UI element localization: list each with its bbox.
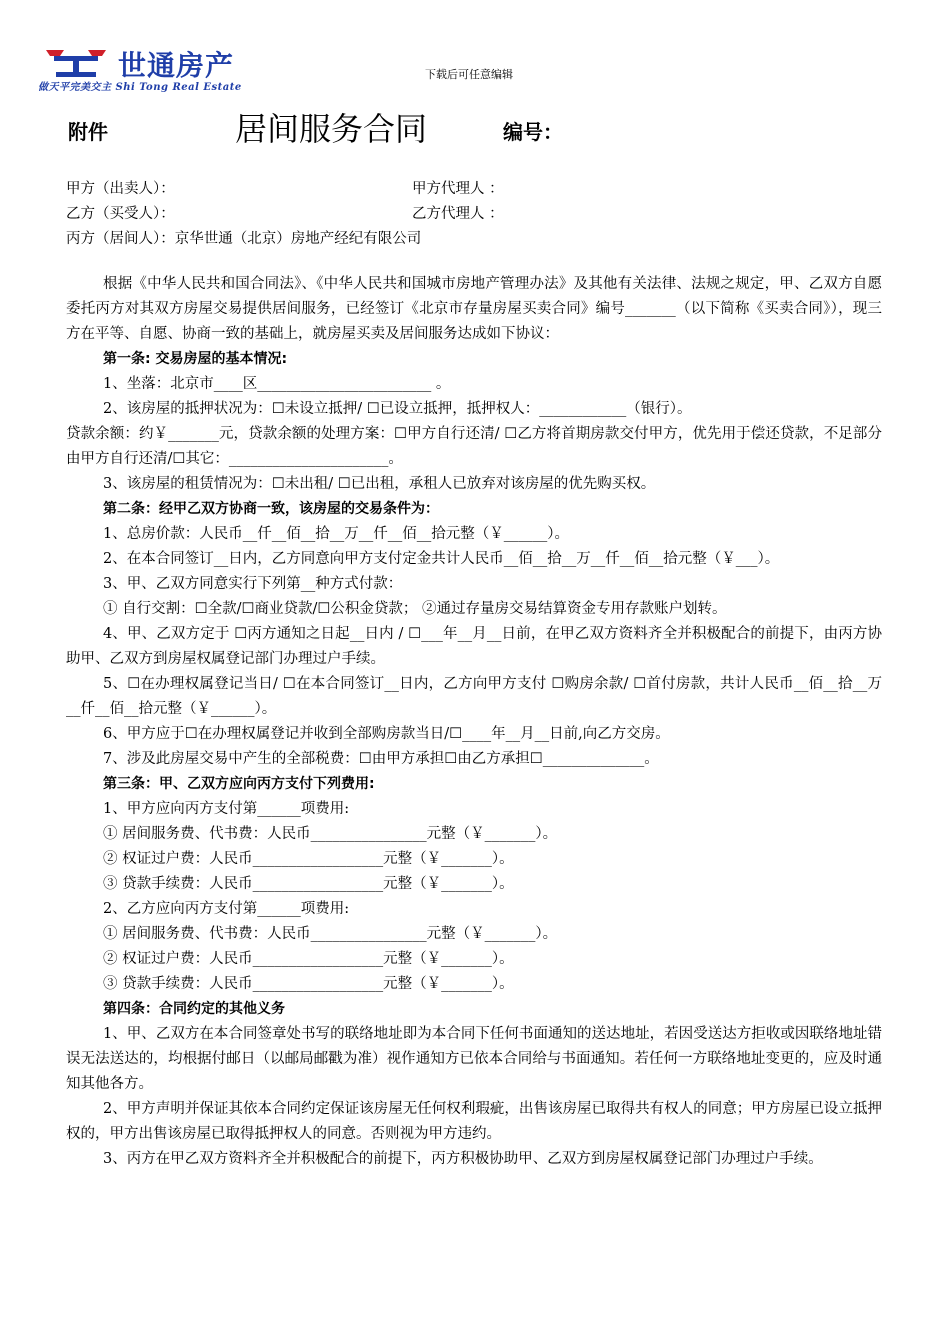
clause-1-2-loan: 贷款余额：约￥_______元，贷款余额的处理方案：☐甲方自行还清/ ☐乙方将首期房款交付甲方，优先用于偿还贷款，不足部分由甲方自行还清/☐其它：______________________。 — [66, 426, 882, 467]
clause-1-1: 1、坐落：北京市____区________________________ 。 — [103, 376, 451, 392]
page-title: 居间服务合同 — [235, 110, 428, 148]
logo-text: 世通房产 — [118, 49, 235, 82]
attachment-label: 附件 — [68, 120, 108, 144]
clause-2-6: 6、甲方应于☐在办理权属登记并收到全部购房款当日/☐____年__月__日前,向乙方交房。 — [103, 726, 670, 742]
party-b-label: 乙方（买受人）： — [66, 206, 175, 222]
download-note: 下载后可任意编辑 — [425, 68, 513, 81]
article-2-heading: 第二条：经甲乙双方协商一致，该房屋的交易条件为： — [103, 501, 439, 517]
clause-3-2: 2、乙方应向丙方支付第______项费用: — [103, 901, 350, 917]
fee-a-transfer: ② 权证过户费：人民币__________________元整（￥_______）。 — [103, 851, 514, 867]
party-b-agent-label: 乙方代理人 ： — [412, 206, 504, 222]
clause-4-2: 2、甲方声明并保证其依本合同约定保证该房屋无任何权利瑕疵，出售该房屋已取得共有权人的同意；甲方房屋已设立抵押权的，甲方出售该房屋已取得抵押权人的同意。否则视为甲方违约。 — [66, 1101, 882, 1142]
company-logo — [36, 44, 286, 96]
clause-4-3: 3、丙方在甲乙双方资料齐全并积极配合的前提下，丙方积极协助甲、乙双方到房屋权属登记部门办理过户手续。 — [103, 1151, 823, 1167]
clause-4-1: 1、甲、乙双方在本合同签章处书写的联络地址即为本合同下任何书面通知的送达地址，若因受送达方拒收或因联络地址错误无法送达的，均根据付邮日（以邮局邮戳为准）视作通知方已依本合同给与书面通知。若任何一方联络地址变更的，应及时通知其他各方。 — [66, 1026, 882, 1092]
clause-2-5: 5、☐在办理权属登记当日/ ☐在本合同签订__日内，乙方向甲方支付 ☐购房余款/ ☐首付房款，共计人民币__佰__拾__万__仟__佰__拾元整（￥______）。 — [66, 676, 882, 717]
clause-2-2: 2、在本合同签订__日内，乙方同意向甲方支付定金共计人民币__佰__拾__万__仟__佰__拾元整（￥___）。 — [103, 551, 780, 567]
contract-body — [66, 272, 882, 1172]
logo-slogan: 做天平完美交主 Shi Tong Real Estate — [38, 82, 242, 93]
article-1-heading: 第一条: 交易房屋的基本情况: — [103, 351, 288, 367]
article-3-heading: 第三条：甲、乙双方应向丙方支付下列费用: — [103, 776, 375, 792]
clause-3-1: 1、甲方应向丙方支付第______项费用: — [103, 801, 350, 817]
fee-b-loan: ③ 贷款手续费：人民币__________________元整（￥_______）。 — [103, 976, 514, 992]
logo-emblem-icon — [42, 44, 122, 80]
party-c-label: 丙方（居间人）：京华世通（北京）房地产经纪有限公司 — [66, 231, 422, 247]
fee-b-service: ① 居间服务费、代书费：人民币________________元整（￥_______）。 — [103, 926, 558, 942]
clause-2-4: 4、甲、乙双方定于 ☐丙方通知之日起__日内 / ☐___年__月__日前，在甲乙双方资料齐全并积极配合的前提下，由丙方协助甲、乙双方到房屋权属登记部门办理过户手续。 — [66, 626, 882, 667]
fee-a-loan: ③ 贷款手续费：人民币__________________元整（￥_______）。 — [103, 876, 514, 892]
party-a-agent-label: 甲方代理人 ： — [412, 181, 504, 197]
article-4-heading: 第四条：合同约定的其他义务 — [103, 1001, 285, 1017]
clause-2-3: 3、甲、乙双方同意实行下列第__种方式付款： — [103, 576, 403, 592]
clause-1-2: 2、该房屋的抵押状况为：☐未设立抵押/ ☐已设立抵押，抵押权人：____________（银行）。 — [103, 401, 692, 417]
party-a-label: 甲方（出卖人）： — [66, 181, 175, 197]
clause-2-1: 1、总房价款：人民币__仟__佰__拾__万__仟__佰__拾元整（￥______）。 — [103, 526, 569, 542]
preamble: 根据《中华人民共和国合同法》、《中华人民共和国城市房地产管理办法》及其他有关法律、法规之规定，甲、乙双方自愿委托丙方对其双方房屋交易提供居间服务，已经签订《北京市存量房屋买卖合同》编号_______（以下简称《买卖合同》），现三方在平等、自愿、协商一致的基础上，就房屋买卖及居间服务达成如下协议： — [66, 276, 882, 342]
clause-2-7: 7、涉及此房屋交易中产生的全部税费：☐由甲方承担☐由乙方承担☐______________。 — [103, 751, 659, 767]
clause-2-3-methods: ① 自行交割：☐全款/☐商业贷款/☐公积金贷款； ②通过存量房交易结算资金专用存款账户划转。 — [103, 601, 727, 617]
fee-b-transfer: ② 权证过户费：人民币__________________元整（￥_______）。 — [103, 951, 514, 967]
clause-1-3: 3、该房屋的租赁情况为：☐未出租/ ☐已出租，承租人已放弃对该房屋的优先购买权。 — [103, 476, 656, 492]
contract-number-label: 编号： — [503, 120, 563, 144]
fee-a-service: ① 居间服务费、代书费：人民币________________元整（￥_______）。 — [103, 826, 558, 842]
